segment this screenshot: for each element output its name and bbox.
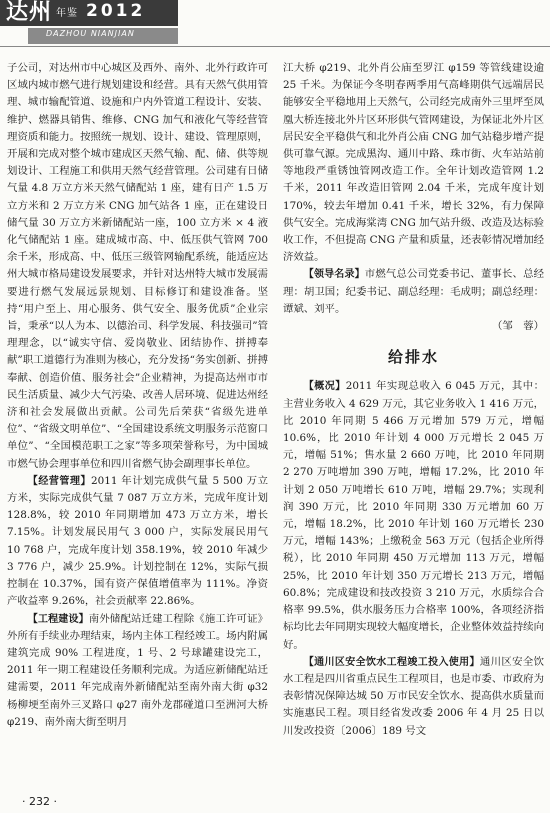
operations-text: 2011 年计划完成供气量 5 500 万立方米，实际完成供气量 7 087 万立方米，完成年度计划 128.8%，较 2010 年同期增加 473 万立方米，增长 7.15%。计划发展民用气 3 000 户，实际发展民用气 10 768 户，完成年度计划 358.19%，较 2010 年减少 3 776 户，减少 25.9%。计划控制在 12%，实际气损控制在 10.37%，国有资产保值增值率为 111%。净资产收益率 9.26%，社会贡献率 22.86%。 xyxy=(7,474,268,608)
overview-heading: 【概况】 xyxy=(303,381,346,393)
section-title: 给排水 xyxy=(387,348,439,367)
yearbook-pinyin: DAZHOU NIANJIAN xyxy=(46,29,135,38)
page-number: · 232 · xyxy=(22,795,57,808)
safe-water-paragraph xyxy=(283,654,544,740)
overview-text: 2011 年实现总收入 6 045 万元，其中：主营业务收入 4 629 万元，其它业务收入 1 416 万元，比 2010 年同期 5 466 万元增加 579 万元，增幅 10.6%，比 2010 年计划 4 000 万元增长 2 045 万元，增幅 51%；售水量 2 660 万吨，比 2010 年同期 2 270 万吨增加 390 万吨，增幅 17.2%，比 2010 年计划 2 050 万吨增长 610 万吨，增幅 29.7%；实现利润 390 万元，比 2010 年同期 330 万元增加 60 万元，增幅 18.2%，比 2010 年计划 160 万元增长 230 万元，增幅 143%；上缴税金 563 万元（包括企业所得税），比 2010 年同期 450 万元增加 113 万元，增幅 25%，比 2010 年计划 350 万元增长 213 万元，增幅 60.8%；完成建设和技改投资 3 210 万元，水质综合合格率 99.5%，供水服务压力合格率 100%，各项经济指标均比去年同期实现较大幅度增长，企业整体效益持续向好。 xyxy=(283,380,544,651)
pipeline-continuation: 江大桥 φ219、北外肖公庙至罗江 φ159 等管线建设逾 25 千米。为保证今冬明春两季用气高峰期供气远端居民能够安全平稳地用上天然气，公司经完成南外三里坪至凤凰大桥连接北外片区环形供气管网建设，为保证北外片区居民安全平稳供气和北外肖公庙 CNG 加气站稳步增产提供可靠气源。完成黑沟、通川中路、珠市街、火车站站前等地段严重锈蚀管网改造工作。全年计划改造管网 1.2 千米，2011 年改造旧管网 2.04 千米，完成年度计划 170%，较去年增加 0.41 千米，增长 32%，有力保障供气安全。完成海棠湾 CNG 加气站升级、改造及达标验收工作，不但提高 CNG 产量和质量，还表彰情况增加经济效益。 xyxy=(283,62,544,264)
header-rule xyxy=(0,46,550,47)
construction-heading: 【工程建设】 xyxy=(27,613,89,625)
leadership-heading: 【领导名录】 xyxy=(303,269,365,281)
construction-text: 南外储配站迁建工程除《施工许可证》外所有手续业办理结束，场内主体工程经竣工。场内附属建筑完成 90% 工程进度，1 号、2 号球罐建设完工，2011 年一期工程建设任务顺利完成。为适应新储配站迁建需要，2011 年完成南外新储配站至南外南大街 φ32 杨柳埂至南外三叉路口 φ27 南外龙郡碰道口至洲河大桥 φ219、南外南大街至明月 xyxy=(7,612,269,728)
running-header xyxy=(0,0,550,52)
operations-paragraph xyxy=(7,473,268,611)
right-column xyxy=(283,60,544,740)
yearbook-year: 2012 xyxy=(86,1,146,21)
operations-heading: 【经营管理】 xyxy=(27,475,92,487)
construction-paragraph xyxy=(7,611,268,731)
safe-water-heading: 【通川区安全饮水工程竣工投入使用】 xyxy=(303,656,480,668)
author-credit: （邹 蓉） xyxy=(492,320,544,333)
overview-paragraph xyxy=(283,378,544,653)
left-column xyxy=(7,60,268,731)
safe-water-text: 通川区安全饮水工程是四川省重点民生工程项目，也是市委、市政府为表彰情况保障达城 50 万市民安全饮水、提高供水质量而实施惠民工程。项目经省发改委 2006 年 4 月 25 日以川发改投资〔2006〕189 号文 xyxy=(283,655,545,737)
leadership-text: 市燃气总公司党委书记、董事长、总经理：胡卫国；纪委书记、副总经理：毛成明；副总经理：谭斌、刘平。 xyxy=(283,268,545,315)
leadership-paragraph xyxy=(283,266,544,318)
gas-company-profile: 子公司，对达州市中心城区及西外、南外、北外行政许可区域内城市燃气进行规划建设和经营。具有天然气供用管理、城市输配管道、设施和户内外管道工程设计、安装、维护、燃器具销售、维修、CNG 加气和液化气等经营管理资质和能力。按照统一规划、设计、建设、管理原则，开展和完成对整个城市建成区天然气输、配、储、供等规划设计、工程施工和供用天然气经营管理。公司建有日储气量 4.8 万立方米天然气储配站 1 座，建有日产 1.5 万立方米和 2 万立方米 CNG 加气站各 1 座，正在建设日储气量 30 万立方米新储配站一座，100 立方米 × 4 液化气储配站 1 座。建成城市高、中、低压供气管网 700 余千米，形成高、中、低压三级管网输配系统，能适应达州大城市格局建设发展要求，并针对达州特大城市发展需要进行燃气发展远景规划、目标修订和建设准备。坚持“用户至上、用心服务、供气安全、服务优质”企业宗旨，秉承“以人为本、以德治司、科学发展、科技强司”管理理念，以“诚实守信、爱岗敬业、团结协作、拼搏奉献”职工道德行为准则为核心，充分发扬“务实创新、拼搏奉献、创造价值、服务社会”企业精神，为提高达州市市民生活质量、减少大气污染、改善人居环境、促进达州经济和社会发展做出贡献。公司先后荣获“省级先进单位”、“省级文明单位”、“全国建设系统文明服务示范窗口单位”、“全国模范职工之家”等多项荣誉称号，为中国城市燃气协会理事单位和四川省燃气协会副理事长单位。 xyxy=(7,62,268,470)
yearbook-subtitle: 年鉴 xyxy=(56,8,78,19)
yearbook-title: 达州 xyxy=(6,0,53,25)
